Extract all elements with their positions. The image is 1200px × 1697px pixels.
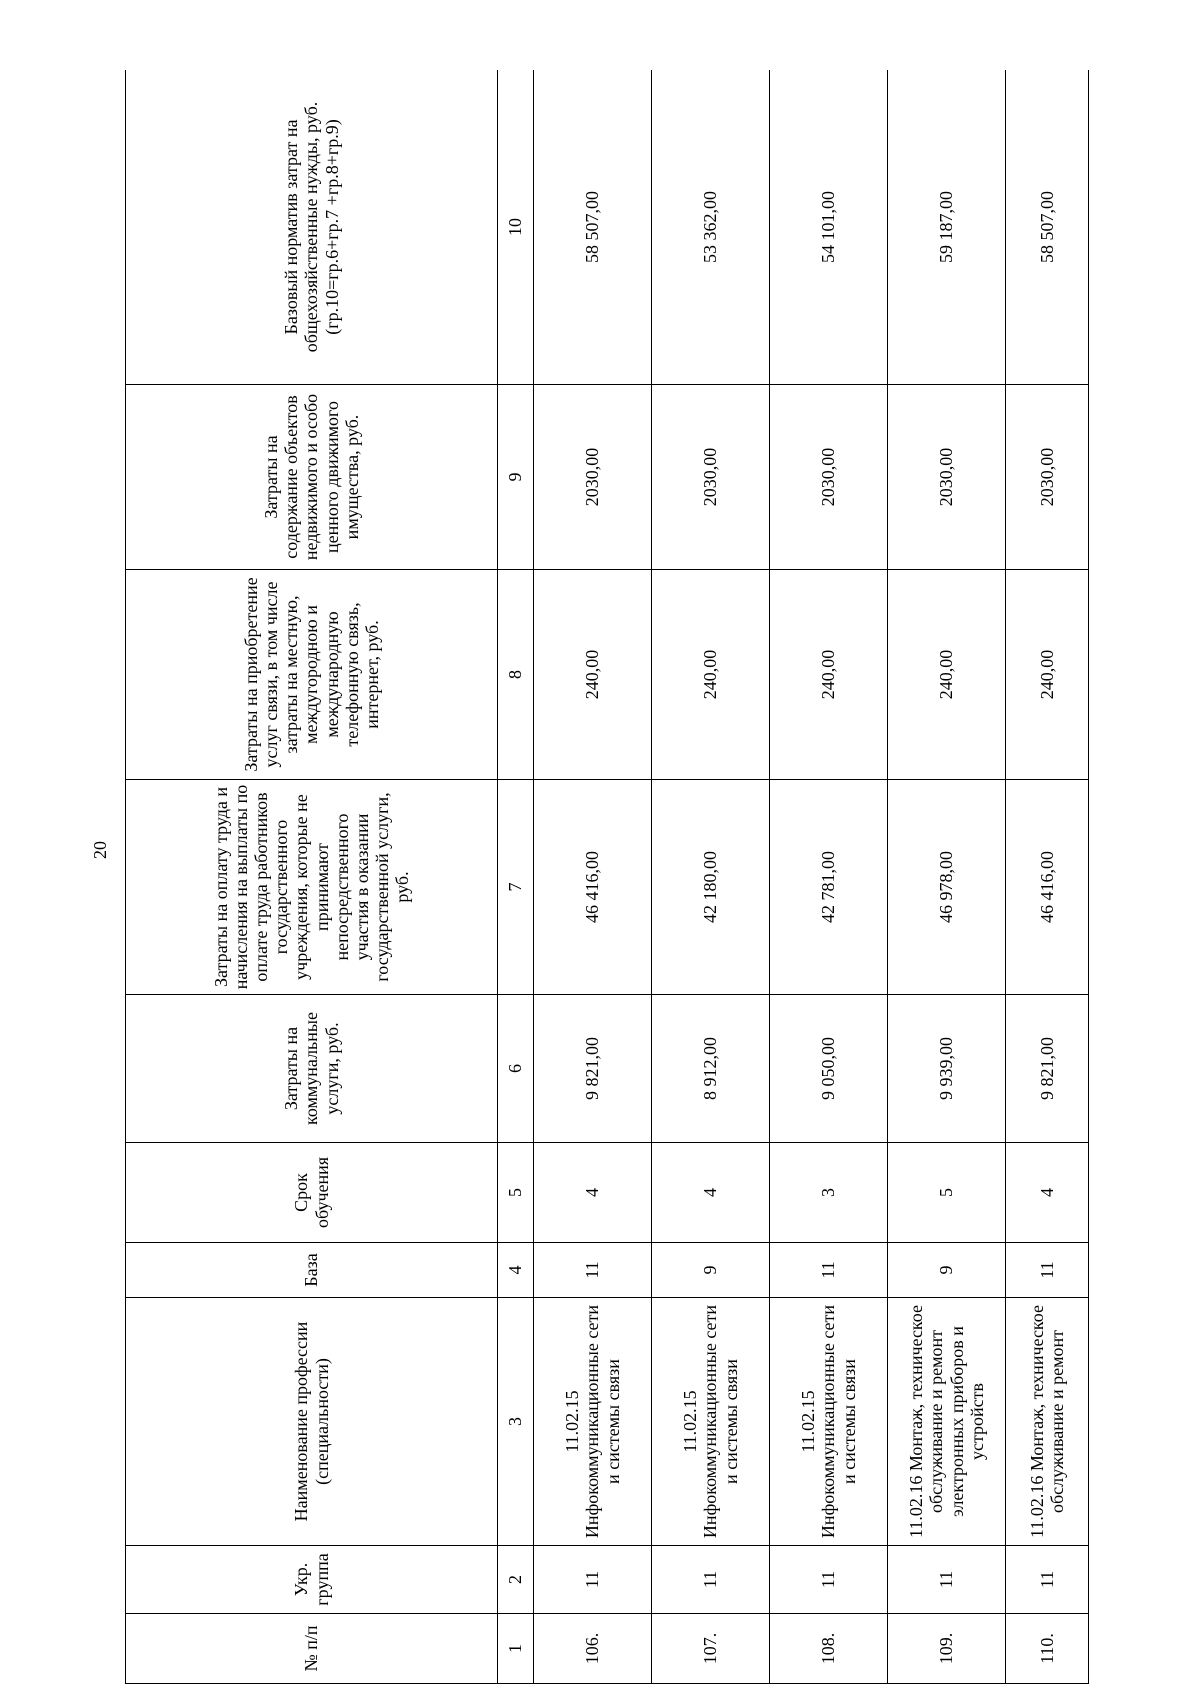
base-cell: 11 — [534, 1243, 652, 1298]
term-cell: 4 — [1006, 1143, 1089, 1243]
base-cell: 9 — [888, 1243, 1006, 1298]
table-row — [1006, 70, 1089, 1684]
row-number-cell: 107. — [652, 1614, 770, 1684]
communication-cost-cell: 240,00 — [888, 570, 1006, 780]
row-number-cell: 110. — [1006, 1614, 1089, 1684]
profession-name-cell: 11.02.15 Инфокоммуникационные сети и системы связи — [770, 1298, 888, 1546]
header-cell: № п/п — [126, 1614, 498, 1684]
header-cell: База — [126, 1243, 498, 1298]
total-norm-cell: 58 507,00 — [534, 70, 652, 385]
header-row — [126, 70, 498, 1684]
communication-cost-cell: 240,00 — [1006, 570, 1089, 780]
maintenance-cost-cell: 2030,00 — [770, 385, 888, 570]
column-number-cell: 7 — [498, 780, 534, 995]
profession-name-cell: 11.02.15 Инфокоммуникационные сети и системы связи — [652, 1298, 770, 1546]
row-number-cell: 106. — [534, 1614, 652, 1684]
total-norm-cell: 53 362,00 — [652, 70, 770, 385]
column-number-cell: 6 — [498, 995, 534, 1143]
communal-cost-cell: 9 821,00 — [534, 995, 652, 1143]
row-number-cell: 108. — [770, 1614, 888, 1684]
term-cell: 3 — [770, 1143, 888, 1243]
header-cell: Затраты на оплату труда и начисления на выплаты по оплате труда работников государственного учреждения, которые не принимают непосредственного участия в оказании государственной услуги, руб. — [126, 780, 498, 995]
column-number-cell: 9 — [498, 385, 534, 570]
total-norm-cell: 59 187,00 — [888, 70, 1006, 385]
table-row — [652, 70, 770, 1684]
column-number-row — [498, 70, 534, 1684]
group-cell: 11 — [652, 1546, 770, 1614]
maintenance-cost-cell: 2030,00 — [652, 385, 770, 570]
rotated-table-inner — [125, 70, 1128, 1684]
labor-cost-cell: 42 781,00 — [770, 780, 888, 995]
column-number-cell: 1 — [498, 1614, 534, 1684]
base-cell: 11 — [770, 1243, 888, 1298]
header-cell: Затраты на приобретение услуг связи, в том числе затраты на местную, междугородною и международную телефонную связь, интернет, руб. — [126, 570, 498, 780]
base-cell: 11 — [1006, 1243, 1089, 1298]
header-cell: Базовый норматив затрат на общехозяйственные нужды, руб. (гр.10=гр.6+гр.7 +гр.8+гр.9) — [126, 70, 498, 385]
profession-name-cell: 11.02.16 Монтаж, техническое обслуживание и ремонт — [1006, 1298, 1089, 1546]
table-row — [534, 70, 652, 1684]
group-cell: 11 — [534, 1546, 652, 1614]
labor-cost-cell: 42 180,00 — [652, 780, 770, 995]
column-number-cell: 10 — [498, 70, 534, 385]
maintenance-cost-cell: 2030,00 — [1006, 385, 1089, 570]
term-cell: 5 — [888, 1143, 1006, 1243]
total-norm-cell: 54 101,00 — [770, 70, 888, 385]
communal-cost-cell: 9 939,00 — [888, 995, 1006, 1143]
group-cell: 11 — [1006, 1546, 1089, 1614]
base-cell: 9 — [652, 1243, 770, 1298]
group-cell: 11 — [888, 1546, 1006, 1614]
communication-cost-cell: 240,00 — [652, 570, 770, 780]
header-cell: Затраты на содержание объектов недвижимого и особо ценного движимого имущества, руб. — [126, 385, 498, 570]
profession-name-cell: 11.02.16 Монтаж, техническое обслуживание и ремонт электронных приборов и устройств — [888, 1298, 1006, 1546]
column-number-cell: 8 — [498, 570, 534, 780]
total-norm-cell: 58 507,00 — [1006, 70, 1089, 385]
column-number-cell: 4 — [498, 1243, 534, 1298]
labor-cost-cell: 46 978,00 — [888, 780, 1006, 995]
term-cell: 4 — [534, 1143, 652, 1243]
cost-norms-table — [125, 70, 1089, 1684]
communal-cost-cell: 9 821,00 — [1006, 995, 1089, 1143]
labor-cost-cell: 46 416,00 — [1006, 780, 1089, 995]
header-cell: Затраты на коммунальные услуги, руб. — [126, 995, 498, 1143]
maintenance-cost-cell: 2030,00 — [888, 385, 1006, 570]
row-number-cell: 109. — [888, 1614, 1006, 1684]
group-cell: 11 — [770, 1546, 888, 1614]
table-row — [888, 70, 1006, 1684]
rotated-table-container — [125, 70, 1128, 1684]
header-cell: Срок обучения — [126, 1143, 498, 1243]
page-number: 20 — [90, 841, 110, 859]
communication-cost-cell: 240,00 — [770, 570, 888, 780]
term-cell: 4 — [652, 1143, 770, 1243]
header-cell: Наименование профессии (специальности) — [126, 1298, 498, 1546]
table-row — [770, 70, 888, 1684]
column-number-cell: 3 — [498, 1298, 534, 1546]
profession-name-cell: 11.02.15 Инфокоммуникационные сети и системы связи — [534, 1298, 652, 1546]
column-number-cell: 5 — [498, 1143, 534, 1243]
maintenance-cost-cell: 2030,00 — [534, 385, 652, 570]
column-number-cell: 2 — [498, 1546, 534, 1614]
labor-cost-cell: 46 416,00 — [534, 780, 652, 995]
communication-cost-cell: 240,00 — [534, 570, 652, 780]
header-cell: Укр. группа — [126, 1546, 498, 1614]
communal-cost-cell: 9 050,00 — [770, 995, 888, 1143]
communal-cost-cell: 8 912,00 — [652, 995, 770, 1143]
